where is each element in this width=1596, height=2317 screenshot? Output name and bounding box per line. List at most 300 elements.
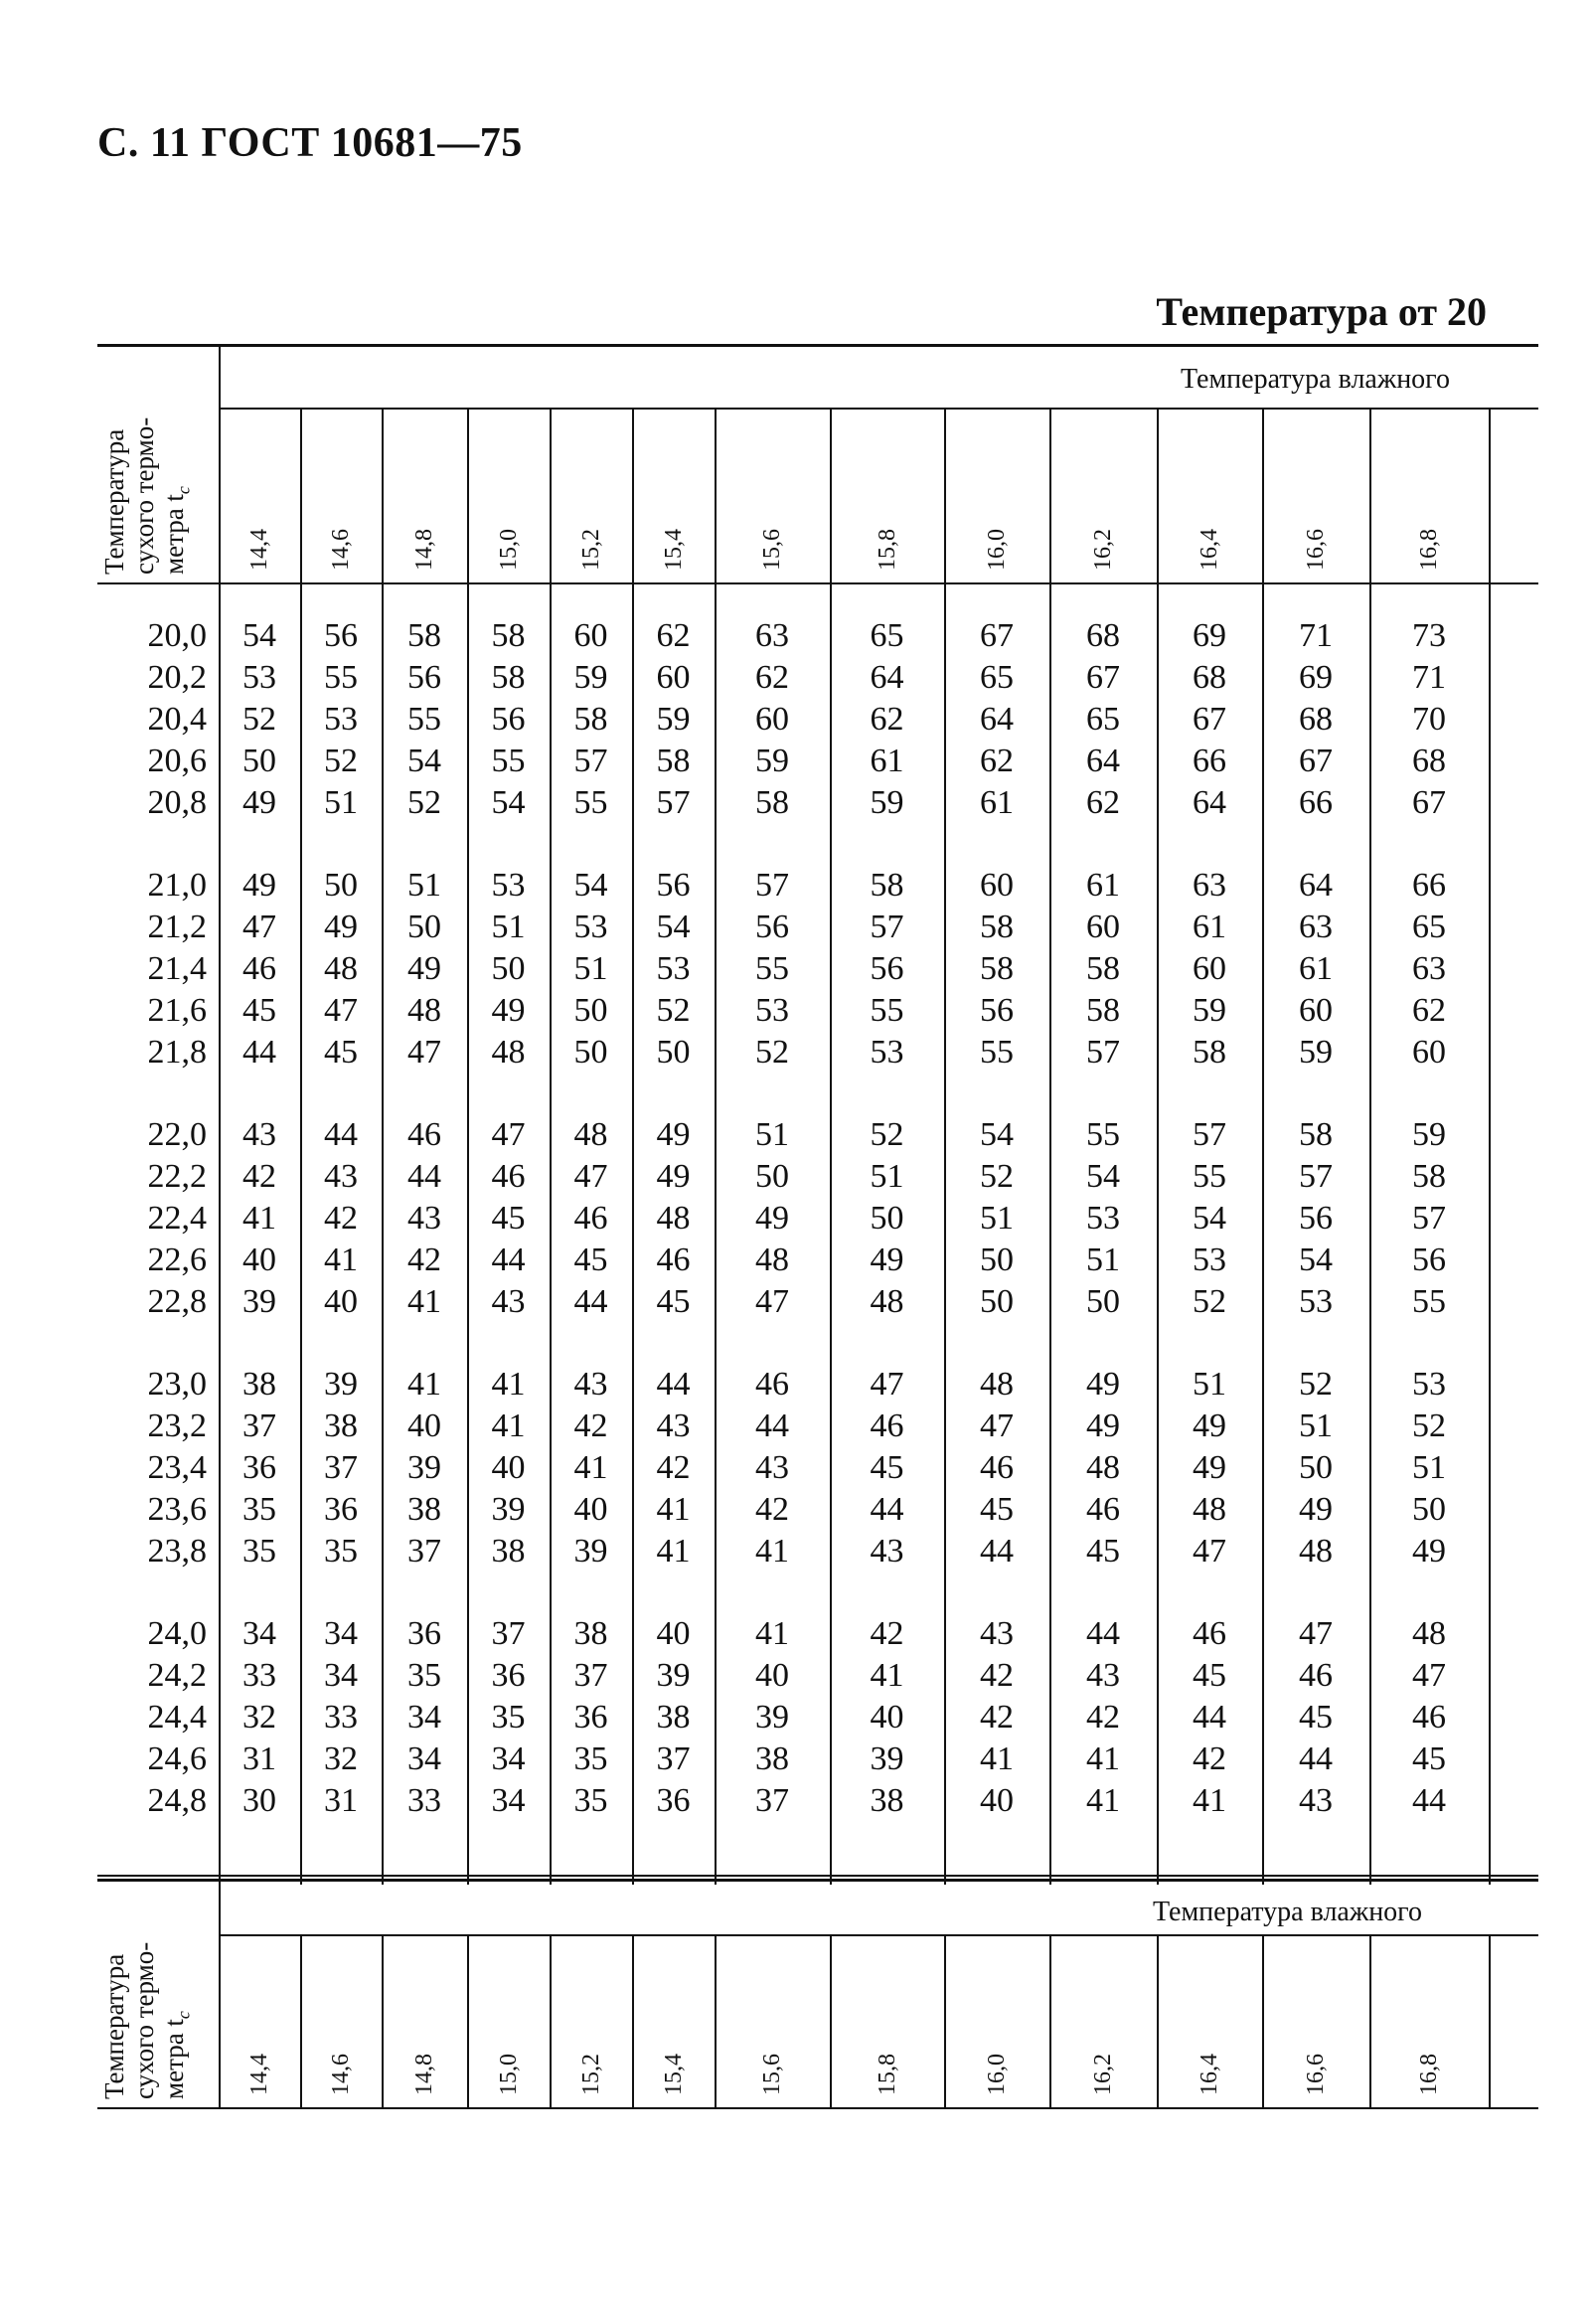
- table-cell: 43: [1086, 1657, 1120, 1694]
- repeat-stub-header: [99, 1942, 198, 2099]
- table-cell: 61: [980, 784, 1014, 821]
- table-cell: 63: [755, 617, 789, 654]
- table-cell: 45: [1299, 1699, 1333, 1736]
- table-cell: 68: [1412, 743, 1446, 779]
- table-cell: 34: [491, 1782, 526, 1819]
- table-cell: 45: [1193, 1657, 1226, 1694]
- table-cell: 38: [755, 1740, 789, 1777]
- body-col-divider: [1157, 582, 1159, 1885]
- table-cell: 34: [324, 1657, 358, 1694]
- table-cell: 67: [1299, 743, 1333, 779]
- table-cell: 40: [755, 1657, 789, 1694]
- table-cell: 50: [407, 909, 441, 945]
- repeat-col-header: 15,8: [874, 2054, 900, 2095]
- table-cell: 57: [1193, 1116, 1226, 1153]
- table-cell: 60: [1193, 950, 1226, 987]
- table-cell: 45: [573, 1241, 608, 1278]
- table-cell: 50: [1412, 1491, 1446, 1528]
- table-cell: 42: [1193, 1740, 1226, 1777]
- table-cell: 43: [242, 1116, 276, 1153]
- row-label: 21,0: [147, 867, 207, 904]
- table-cell: 48: [755, 1241, 789, 1278]
- table-cell: 54: [407, 743, 441, 779]
- table-cell: 57: [755, 867, 789, 904]
- table-cell: 35: [407, 1657, 441, 1694]
- table-cell: 41: [1086, 1740, 1120, 1777]
- body-col-divider: [944, 582, 946, 1885]
- repeat-col-divider: [830, 1934, 832, 2107]
- table-cell: 62: [980, 743, 1014, 779]
- main-col-divider: [944, 408, 946, 582]
- body-col-divider: [1369, 582, 1371, 1885]
- table-cell: 48: [324, 950, 358, 987]
- table-cell: 54: [980, 1116, 1014, 1153]
- table-cell: 50: [870, 1200, 904, 1237]
- table-cell: 48: [1299, 1533, 1333, 1570]
- table-cell: 67: [1193, 701, 1226, 738]
- table-cell: 53: [573, 909, 608, 945]
- repeat-wet-caption: Температура влажного: [1153, 1897, 1422, 1927]
- stub-header-subscript: c: [173, 2011, 194, 2020]
- table-cell: 37: [242, 1407, 276, 1444]
- table-cell: 37: [491, 1615, 526, 1652]
- table-cell: 66: [1412, 867, 1446, 904]
- table-cell: 67: [1412, 784, 1446, 821]
- table-cell: 49: [870, 1241, 904, 1278]
- table-cell: 48: [870, 1283, 904, 1320]
- table-cell: 49: [1193, 1407, 1226, 1444]
- table-cell: 58: [1299, 1116, 1333, 1153]
- table-cell: 42: [755, 1491, 789, 1528]
- table-cell: 55: [407, 701, 441, 738]
- table-cell: 39: [755, 1699, 789, 1736]
- table-cell: 36: [324, 1491, 358, 1528]
- table-cell: 50: [656, 1034, 691, 1071]
- table-cell: 51: [491, 909, 526, 945]
- table-cell: 62: [755, 659, 789, 696]
- table-cell: 42: [407, 1241, 441, 1278]
- page-header: С. 11 ГОСТ 10681—75: [97, 120, 523, 166]
- table-cell: 61: [870, 743, 904, 779]
- table-cell: 55: [491, 743, 526, 779]
- table-cell: 64: [870, 659, 904, 696]
- body-col-divider: [1262, 582, 1264, 1885]
- repeat-col-divider: [467, 1934, 469, 2107]
- table-cell: 54: [242, 617, 276, 654]
- table-cell: 40: [242, 1241, 276, 1278]
- table-cell: 50: [491, 950, 526, 987]
- main-stub-divider: [219, 344, 221, 1885]
- table-cell: 36: [573, 1699, 608, 1736]
- table-cell: 43: [1299, 1782, 1333, 1819]
- table-cell: 55: [1412, 1283, 1446, 1320]
- main-col-header: 14,6: [328, 529, 354, 571]
- table-cell: 60: [755, 701, 789, 738]
- table-cell: 71: [1299, 617, 1333, 654]
- stub-header-line: метра t: [159, 494, 189, 575]
- main-col-header: 16,8: [1416, 529, 1442, 571]
- table-cell: 42: [980, 1699, 1014, 1736]
- table-cell: 43: [407, 1200, 441, 1237]
- table-cell: 43: [324, 1158, 358, 1195]
- table-cell: 65: [980, 659, 1014, 696]
- repeat-col-divider: [632, 1934, 634, 2107]
- stub-header-line: метра t: [159, 2019, 189, 2099]
- table-cell: 41: [324, 1241, 358, 1278]
- row-label: 21,6: [147, 992, 207, 1029]
- psychrometric-table: [97, 344, 1538, 1885]
- table-cell: 59: [1299, 1034, 1333, 1071]
- table-cell: 54: [656, 909, 691, 945]
- table-cell: 58: [656, 743, 691, 779]
- main-col-divider: [1157, 408, 1159, 582]
- table-cell: 36: [491, 1657, 526, 1694]
- table-cell: 62: [656, 617, 691, 654]
- table-cell: 33: [324, 1699, 358, 1736]
- table-cell: 41: [656, 1533, 691, 1570]
- table-cell: 47: [755, 1283, 789, 1320]
- table-cell: 39: [407, 1449, 441, 1486]
- table-cell: 35: [242, 1533, 276, 1570]
- body-bottom-rule: [97, 1875, 1538, 1877]
- table-cell: 51: [870, 1158, 904, 1195]
- table-cell: 54: [491, 784, 526, 821]
- main-col-divider: [1262, 408, 1264, 582]
- table-cell: 40: [980, 1782, 1014, 1819]
- table-cell: 57: [573, 743, 608, 779]
- table-cell: 54: [573, 867, 608, 904]
- table-cell: 56: [1299, 1200, 1333, 1237]
- table-cell: 46: [1193, 1615, 1226, 1652]
- table-cell: 59: [573, 659, 608, 696]
- table-cell: 49: [242, 867, 276, 904]
- table-cell: 65: [1412, 909, 1446, 945]
- main-col-divider: [300, 408, 302, 582]
- repeat-top-rule: [97, 1879, 1538, 1882]
- main-stub-header: [99, 417, 198, 575]
- table-cell: 36: [656, 1782, 691, 1819]
- table-cell: 48: [491, 1034, 526, 1071]
- repeat-col-divider: [382, 1934, 384, 2107]
- table-cell: 41: [573, 1449, 608, 1486]
- table-cell: 58: [980, 950, 1014, 987]
- table-cell: 53: [1086, 1200, 1120, 1237]
- table-cell: 57: [1412, 1200, 1446, 1237]
- table-cell: 52: [1193, 1283, 1226, 1320]
- table-cell: 52: [980, 1158, 1014, 1195]
- table-cell: 69: [1193, 617, 1226, 654]
- repeat-col-header: 15,4: [660, 2054, 687, 2095]
- table-cell: 44: [1412, 1782, 1446, 1819]
- table-cell: 48: [407, 992, 441, 1029]
- body-col-divider: [382, 582, 384, 1885]
- table-cell: 47: [980, 1407, 1014, 1444]
- table-cell: 41: [242, 1200, 276, 1237]
- table-cell: 50: [755, 1158, 789, 1195]
- table-cell: 60: [1299, 992, 1333, 1029]
- repeat-col-divider: [944, 1934, 946, 2107]
- table-cell: 38: [491, 1533, 526, 1570]
- table-cell: 42: [870, 1615, 904, 1652]
- body-col-divider: [467, 582, 469, 1885]
- table-cell: 41: [491, 1366, 526, 1403]
- table-cell: 52: [242, 701, 276, 738]
- table-cell: 40: [573, 1491, 608, 1528]
- row-label: 24,4: [147, 1699, 207, 1736]
- table-cell: 53: [1412, 1366, 1446, 1403]
- row-label: 23,4: [147, 1449, 207, 1486]
- body-col-divider: [830, 582, 832, 1885]
- stub-header-line: сухого термо-: [129, 1941, 159, 2099]
- main-col-divider: [382, 408, 384, 582]
- table-cell: 58: [1086, 992, 1120, 1029]
- table-cell: 53: [242, 659, 276, 696]
- table-cell: 60: [1086, 909, 1120, 945]
- table-cell: 59: [656, 701, 691, 738]
- table-cell: 49: [324, 909, 358, 945]
- table-cell: 43: [755, 1449, 789, 1486]
- table-cell: 58: [573, 701, 608, 738]
- body-col-divider: [715, 582, 717, 1885]
- table-cell: 38: [407, 1491, 441, 1528]
- table-cell: 52: [324, 743, 358, 779]
- repeat-col-header: 14,4: [246, 2054, 272, 2095]
- table-cell: 58: [1193, 1034, 1226, 1071]
- row-label: 23,6: [147, 1491, 207, 1528]
- main-col-header: 16,0: [984, 529, 1010, 571]
- row-label: 20,4: [147, 701, 207, 738]
- table-cell: 40: [656, 1615, 691, 1652]
- table-cell: 39: [324, 1366, 358, 1403]
- body-col-divider: [1049, 582, 1051, 1885]
- table-cell: 41: [407, 1283, 441, 1320]
- repeat-col-divider: [1369, 1934, 1371, 2107]
- table-cell: 44: [656, 1366, 691, 1403]
- main-col-divider: [715, 408, 717, 582]
- main-col-header: 15,4: [660, 529, 687, 571]
- repeat-col-header: 15,2: [577, 2054, 604, 2095]
- table-cell: 45: [491, 1200, 526, 1237]
- table-cell: 39: [656, 1657, 691, 1694]
- table-cell: 43: [573, 1366, 608, 1403]
- table-cell: 51: [1412, 1449, 1446, 1486]
- table-cell: 53: [870, 1034, 904, 1071]
- table-cell: 40: [324, 1283, 358, 1320]
- table-cell: 49: [1412, 1533, 1446, 1570]
- table-cell: 36: [242, 1449, 276, 1486]
- stub-header-line: Температура: [99, 1953, 129, 2099]
- table-cell: 57: [870, 909, 904, 945]
- table-cell: 60: [980, 867, 1014, 904]
- table-cell: 46: [242, 950, 276, 987]
- table-title: Температура от 20: [1156, 289, 1487, 334]
- table-cell: 50: [980, 1283, 1014, 1320]
- table-cell: 48: [980, 1366, 1014, 1403]
- table-cell: 51: [407, 867, 441, 904]
- table-cell: 53: [491, 867, 526, 904]
- table-cell: 52: [1299, 1366, 1333, 1403]
- table-cell: 32: [324, 1740, 358, 1777]
- table-cell: 34: [491, 1740, 526, 1777]
- table-cell: 62: [870, 701, 904, 738]
- table-cell: 35: [324, 1533, 358, 1570]
- main-col-header: 16,2: [1090, 529, 1116, 571]
- table-cell: 59: [1412, 1116, 1446, 1153]
- table-cell: 45: [1086, 1533, 1120, 1570]
- repeat-col-divider: [715, 1934, 717, 2107]
- table-cell: 47: [1412, 1657, 1446, 1694]
- table-cell: 59: [1193, 992, 1226, 1029]
- table-cell: 45: [242, 992, 276, 1029]
- table-cell: 49: [1299, 1491, 1333, 1528]
- table-cell: 44: [491, 1241, 526, 1278]
- table-cell: 42: [573, 1407, 608, 1444]
- table-cell: 46: [573, 1200, 608, 1237]
- table-cell: 56: [407, 659, 441, 696]
- table-cell: 68: [1086, 617, 1120, 654]
- table-cell: 41: [1193, 1782, 1226, 1819]
- main-col-header: 15,8: [874, 529, 900, 571]
- table-cell: 51: [755, 1116, 789, 1153]
- table-cell: 44: [870, 1491, 904, 1528]
- table-cell: 49: [242, 784, 276, 821]
- table-cell: 52: [656, 992, 691, 1029]
- main-col-header: 14,8: [411, 529, 437, 571]
- table-cell: 56: [1412, 1241, 1446, 1278]
- table-cell: 71: [1412, 659, 1446, 696]
- main-col-divider: [1049, 408, 1051, 582]
- table-cell: 57: [1086, 1034, 1120, 1071]
- table-cell: 49: [656, 1158, 691, 1195]
- table-cell: 61: [1086, 867, 1120, 904]
- table-cell: 42: [980, 1657, 1014, 1694]
- table-cell: 33: [242, 1657, 276, 1694]
- table-cell: 37: [407, 1533, 441, 1570]
- row-label: 20,2: [147, 659, 207, 696]
- table-cell: 38: [573, 1615, 608, 1652]
- table-cell: 46: [1412, 1699, 1446, 1736]
- row-label: 22,4: [147, 1200, 207, 1237]
- table-cell: 41: [656, 1491, 691, 1528]
- table-cell: 41: [491, 1407, 526, 1444]
- table-cell: 50: [242, 743, 276, 779]
- main-col-header: 14,4: [246, 529, 272, 571]
- table-cell: 56: [755, 909, 789, 945]
- table-cell: 53: [1299, 1283, 1333, 1320]
- main-top-rule: [97, 344, 1538, 347]
- stub-header-line-wrap: [159, 417, 198, 575]
- table-cell: 55: [755, 950, 789, 987]
- table-cell: 46: [407, 1116, 441, 1153]
- table-cell: 60: [656, 659, 691, 696]
- row-label: 24,0: [147, 1615, 207, 1652]
- table-cell: 51: [324, 784, 358, 821]
- row-label: 20,8: [147, 784, 207, 821]
- main-col-divider: [830, 408, 832, 582]
- table-cell: 40: [870, 1699, 904, 1736]
- table-cell: 44: [324, 1116, 358, 1153]
- table-cell: 55: [980, 1034, 1014, 1071]
- table-cell: 34: [407, 1699, 441, 1736]
- psychrometric-table-repeat-header: [97, 1879, 1538, 2117]
- table-cell: 51: [1086, 1241, 1120, 1278]
- table-cell: 45: [324, 1034, 358, 1071]
- table-cell: 36: [407, 1615, 441, 1652]
- table-cell: 53: [324, 701, 358, 738]
- row-label: 24,8: [147, 1782, 207, 1819]
- table-cell: 52: [1412, 1407, 1446, 1444]
- table-cell: 61: [1299, 950, 1333, 987]
- table-cell: 57: [1299, 1158, 1333, 1195]
- stub-header-line: Температура: [99, 428, 129, 575]
- table-cell: 35: [573, 1740, 608, 1777]
- table-cell: 56: [491, 701, 526, 738]
- table-cell: 48: [573, 1116, 608, 1153]
- table-cell: 54: [1193, 1200, 1226, 1237]
- table-cell: 55: [573, 784, 608, 821]
- repeat-col-header: 14,8: [411, 2054, 437, 2095]
- table-cell: 48: [656, 1200, 691, 1237]
- main-wet-caption: Температура влажного: [1181, 364, 1450, 395]
- main-header-rule: [97, 582, 1538, 584]
- table-cell: 31: [242, 1740, 276, 1777]
- table-cell: 50: [1299, 1449, 1333, 1486]
- table-cell: 50: [324, 867, 358, 904]
- repeat-col-header: 16,8: [1416, 2054, 1442, 2095]
- table-cell: 48: [1193, 1491, 1226, 1528]
- table-cell: 58: [980, 909, 1014, 945]
- table-cell: 63: [1193, 867, 1226, 904]
- row-label: 22,0: [147, 1116, 207, 1153]
- table-cell: 55: [870, 992, 904, 1029]
- table-cell: 67: [1086, 659, 1120, 696]
- table-cell: 61: [1193, 909, 1226, 945]
- repeat-col-divider: [550, 1934, 552, 2107]
- table-cell: 62: [1086, 784, 1120, 821]
- table-cell: 59: [870, 784, 904, 821]
- table-cell: 44: [980, 1533, 1014, 1570]
- table-cell: 64: [1299, 867, 1333, 904]
- table-cell: 34: [407, 1740, 441, 1777]
- repeat-col-divider: [1262, 1934, 1264, 2107]
- body-col-divider: [550, 582, 552, 1885]
- table-cell: 46: [870, 1407, 904, 1444]
- row-label: 23,0: [147, 1366, 207, 1403]
- table-cell: 44: [242, 1034, 276, 1071]
- table-cell: 56: [656, 867, 691, 904]
- table-cell: 64: [1193, 784, 1226, 821]
- table-cell: 56: [980, 992, 1014, 1029]
- row-label: 21,4: [147, 950, 207, 987]
- main-col-divider: [467, 408, 469, 582]
- table-cell: 32: [242, 1699, 276, 1736]
- table-cell: 44: [1299, 1740, 1333, 1777]
- table-cell: 46: [980, 1449, 1014, 1486]
- table-cell: 42: [656, 1449, 691, 1486]
- table-cell: 51: [573, 950, 608, 987]
- table-cell: 44: [1086, 1615, 1120, 1652]
- table-cell: 42: [324, 1200, 358, 1237]
- table-cell: 67: [980, 617, 1014, 654]
- repeat-col-header: 15,0: [495, 2054, 522, 2095]
- table-cell: 43: [656, 1407, 691, 1444]
- repeat-caption-rule: [219, 1934, 1538, 1936]
- table-cell: 49: [656, 1116, 691, 1153]
- table-cell: 58: [1086, 950, 1120, 987]
- table-cell: 44: [755, 1407, 789, 1444]
- repeat-header-rule: [97, 2107, 1538, 2109]
- table-cell: 48: [1086, 1449, 1120, 1486]
